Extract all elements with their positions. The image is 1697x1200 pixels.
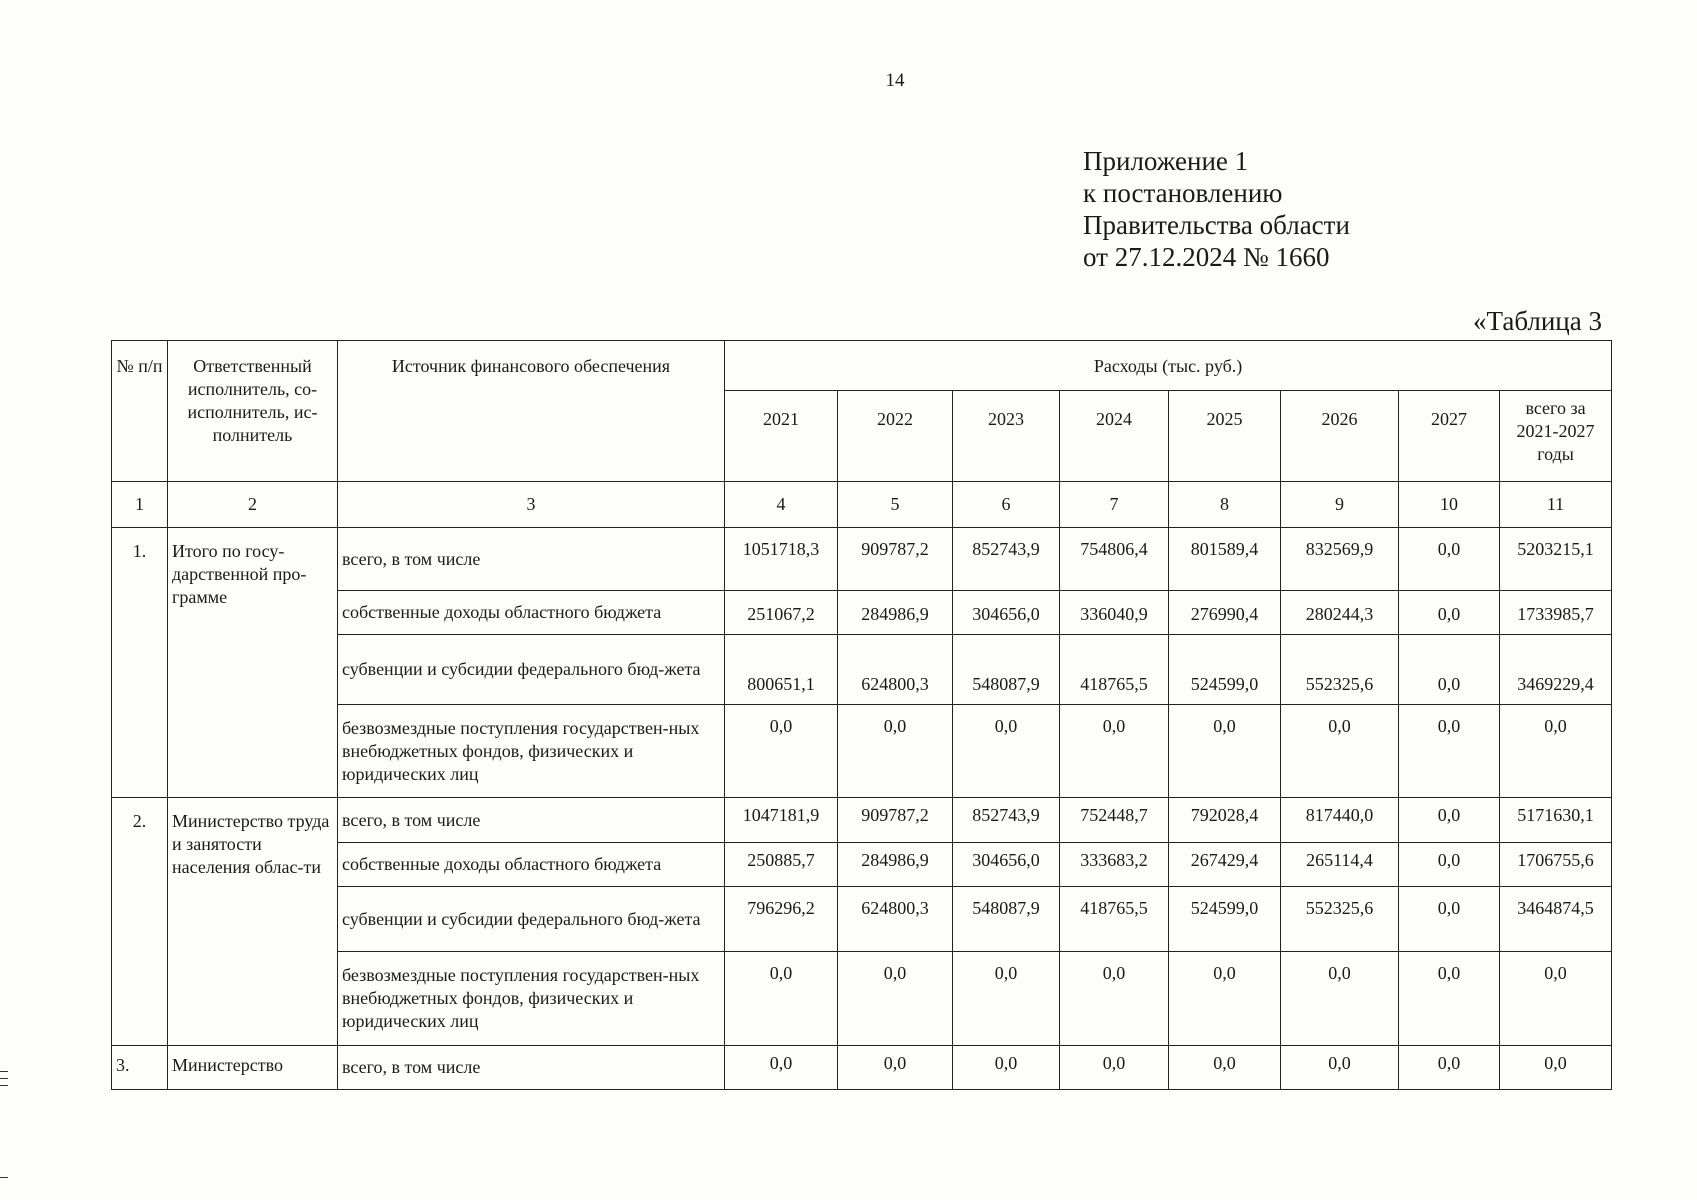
value-cell: 0,0 xyxy=(1169,952,1281,1046)
value-cell: 250885,7 xyxy=(725,843,838,887)
source-cell: собственные доходы областного бюджета xyxy=(338,843,725,887)
value-cell: 0,0 xyxy=(953,705,1060,798)
value-cell: 1051718,3 xyxy=(725,528,838,591)
value-cell: 852743,9 xyxy=(953,798,1060,843)
column-number: 6 xyxy=(953,482,1060,528)
column-number: 5 xyxy=(838,482,953,528)
value-cell: 0,0 xyxy=(1281,1046,1399,1090)
header-year: 2025 xyxy=(1169,391,1281,482)
value-cell: 304656,0 xyxy=(953,843,1060,887)
source-cell: субвенции и субсидии федерального бюд-жета xyxy=(338,635,725,705)
value-cell: 0,0 xyxy=(1060,705,1169,798)
header-source: Источник финансового обеспечения xyxy=(338,341,725,482)
header-no: № п/п xyxy=(112,341,168,482)
value-cell: 251067,2 xyxy=(725,591,838,635)
value-cell: 832569,9 xyxy=(1281,528,1399,591)
column-number: 7 xyxy=(1060,482,1169,528)
row-number: 2. xyxy=(112,798,168,1046)
value-cell: 5171630,1 xyxy=(1500,798,1612,843)
header-year: 2026 xyxy=(1281,391,1399,482)
value-cell: 792028,4 xyxy=(1169,798,1281,843)
value-cell: 265114,4 xyxy=(1281,843,1399,887)
value-cell: 284986,9 xyxy=(838,843,953,887)
value-cell: 0,0 xyxy=(838,705,953,798)
scan-margin-mark xyxy=(0,1078,8,1079)
source-cell: всего, в том числе xyxy=(338,528,725,591)
column-number: 10 xyxy=(1399,482,1500,528)
value-cell: 304656,0 xyxy=(953,591,1060,635)
value-cell: 0,0 xyxy=(1399,843,1500,887)
value-cell: 0,0 xyxy=(1399,952,1500,1046)
value-cell: 801589,4 xyxy=(1169,528,1281,591)
value-cell: 0,0 xyxy=(1399,1046,1500,1090)
header-year: 2023 xyxy=(953,391,1060,482)
value-cell: 1733985,7 xyxy=(1500,591,1612,635)
value-cell: 0,0 xyxy=(1281,705,1399,798)
source-cell: безвозмездные поступления государствен-ных внебюджетных фондов, физических и юридических лиц xyxy=(338,705,725,798)
value-cell: 800651,1 xyxy=(725,635,838,705)
value-cell: 0,0 xyxy=(1281,952,1399,1046)
value-cell: 754806,4 xyxy=(1060,528,1169,591)
table-row xyxy=(112,528,1612,591)
scan-margin-mark xyxy=(0,1177,8,1178)
value-cell: 1047181,9 xyxy=(725,798,838,843)
value-cell: 0,0 xyxy=(1399,528,1500,591)
value-cell: 284986,9 xyxy=(838,591,953,635)
value-cell: 0,0 xyxy=(1500,705,1612,798)
value-cell: 336040,9 xyxy=(1060,591,1169,635)
value-cell: 3464874,5 xyxy=(1500,887,1612,952)
value-cell: 0,0 xyxy=(1399,887,1500,952)
value-cell: 0,0 xyxy=(1399,798,1500,843)
header-year: 2027 xyxy=(1399,391,1500,482)
value-cell: 0,0 xyxy=(725,705,838,798)
header-year: 2021 xyxy=(725,391,838,482)
page-number: 14 xyxy=(885,70,905,91)
value-cell: 276990,4 xyxy=(1169,591,1281,635)
appendix-block xyxy=(1083,145,1350,273)
value-cell: 0,0 xyxy=(1169,705,1281,798)
value-cell: 524599,0 xyxy=(1169,887,1281,952)
column-number: 2 xyxy=(168,482,338,528)
value-cell: 0,0 xyxy=(1169,1046,1281,1090)
budget-table xyxy=(111,340,1612,1090)
value-cell: 3469229,4 xyxy=(1500,635,1612,705)
header-year: 2022 xyxy=(838,391,953,482)
value-cell: 280244,3 xyxy=(1281,591,1399,635)
value-cell: 0,0 xyxy=(725,952,838,1046)
header-expenses: Расходы (тыс. руб.) xyxy=(725,341,1612,391)
row-number: 1. xyxy=(112,528,168,798)
responsible-cell: Министерство xyxy=(168,1046,338,1090)
value-cell: 752448,7 xyxy=(1060,798,1169,843)
column-number: 9 xyxy=(1281,482,1399,528)
scan-margin-mark xyxy=(0,1085,8,1086)
value-cell: 796296,2 xyxy=(725,887,838,952)
header-year: 2024 xyxy=(1060,391,1169,482)
value-cell: 0,0 xyxy=(1399,591,1500,635)
value-cell: 852743,9 xyxy=(953,528,1060,591)
value-cell: 0,0 xyxy=(838,952,953,1046)
value-cell: 267429,4 xyxy=(1169,843,1281,887)
value-cell: 0,0 xyxy=(1060,952,1169,1046)
appendix-line: к постановлению xyxy=(1083,178,1283,208)
value-cell: 552325,6 xyxy=(1281,887,1399,952)
value-cell: 5203215,1 xyxy=(1500,528,1612,591)
scan-margin-mark xyxy=(0,1071,8,1072)
appendix-line: Правительства области xyxy=(1083,210,1350,240)
appendix-line: Приложение 1 xyxy=(1083,146,1249,176)
source-cell: всего, в том числе xyxy=(338,1046,725,1090)
value-cell: 0,0 xyxy=(1060,1046,1169,1090)
value-cell: 0,0 xyxy=(953,952,1060,1046)
responsible-cell: Итого по госу-дарственной про-грамме xyxy=(168,528,338,798)
value-cell: 524599,0 xyxy=(1169,635,1281,705)
value-cell: 548087,9 xyxy=(953,635,1060,705)
value-cell: 333683,2 xyxy=(1060,843,1169,887)
value-cell: 0,0 xyxy=(1399,635,1500,705)
column-number: 11 xyxy=(1500,482,1612,528)
value-cell: 0,0 xyxy=(1500,1046,1612,1090)
row-number: 3. xyxy=(112,1046,168,1090)
value-cell: 0,0 xyxy=(1500,952,1612,1046)
source-cell: субвенции и субсидии федерального бюд-жета xyxy=(338,887,725,952)
value-cell: 817440,0 xyxy=(1281,798,1399,843)
table-caption: «Таблица 3 xyxy=(1473,306,1602,336)
value-cell: 1706755,6 xyxy=(1500,843,1612,887)
source-cell: безвозмездные поступления государствен-ных внебюджетных фондов, физических и юридических лиц xyxy=(338,952,725,1046)
table-row xyxy=(112,798,1612,843)
value-cell: 909787,2 xyxy=(838,528,953,591)
source-cell: собственные доходы областного бюджета xyxy=(338,591,725,635)
value-cell: 0,0 xyxy=(953,1046,1060,1090)
value-cell: 909787,2 xyxy=(838,798,953,843)
value-cell: 624800,3 xyxy=(838,887,953,952)
value-cell: 548087,9 xyxy=(953,887,1060,952)
value-cell: 418765,5 xyxy=(1060,635,1169,705)
header-responsible: Ответственный исполнитель, со-исполнитель, ис-полнитель xyxy=(168,341,338,482)
column-number: 4 xyxy=(725,482,838,528)
value-cell: 0,0 xyxy=(838,1046,953,1090)
value-cell: 624800,3 xyxy=(838,635,953,705)
source-cell: всего, в том числе xyxy=(338,798,725,843)
column-number: 8 xyxy=(1169,482,1281,528)
responsible-cell: Министерство труда и занятости населения облас-ти xyxy=(168,798,338,1046)
table-row xyxy=(112,1046,1612,1090)
value-cell: 0,0 xyxy=(725,1046,838,1090)
header-total: всего за 2021-2027 годы xyxy=(1500,391,1612,482)
value-cell: 552325,6 xyxy=(1281,635,1399,705)
column-number: 1 xyxy=(112,482,168,528)
value-cell: 0,0 xyxy=(1399,705,1500,798)
appendix-line: от 27.12.2024 № 1660 xyxy=(1083,242,1330,272)
value-cell: 418765,5 xyxy=(1060,887,1169,952)
column-number: 3 xyxy=(338,482,725,528)
